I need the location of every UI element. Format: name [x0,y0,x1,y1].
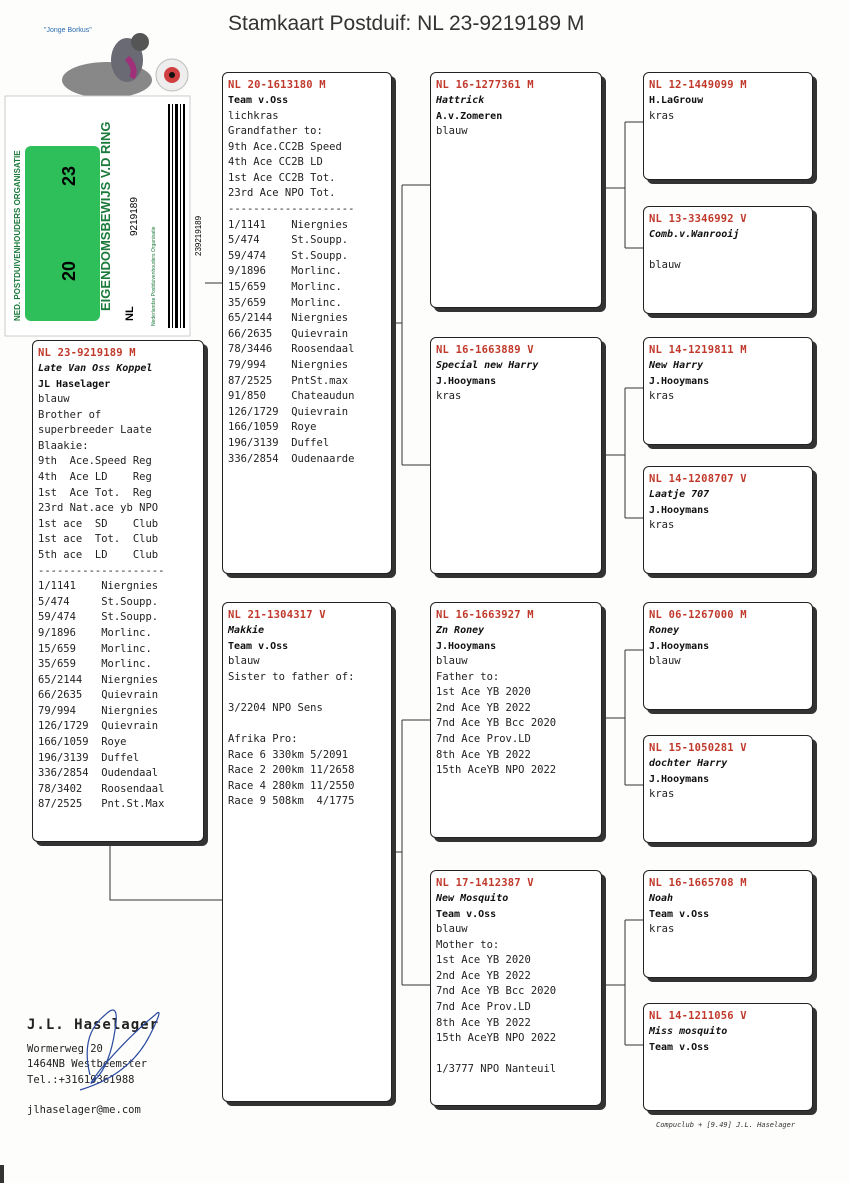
card-line: 1st Ace CC2B Tot. [228,171,336,184]
card-line: 78/3446 Roosendaal [228,343,355,356]
card-line: 79/994 Niergnies [38,704,159,717]
card-line: Race 6 330km 5/2091 [228,748,349,761]
card-header: NL 12-1449099 M [649,79,747,91]
card-ggp-2 [643,206,813,314]
card-line: 8th Ace YB 2022 [436,748,531,761]
card-line: 7nd Ace Prov.LD [436,732,531,745]
card-line: 5/474 St.Soupp. [38,595,159,608]
owner-address1: Wormerweg 20 [27,1042,103,1055]
card-breeder: J.Hooymans [436,375,497,387]
card-header: NL 16-1665708 M [649,877,747,889]
card-header: NL 21-1304317 V [228,609,326,621]
card-line: 196/3139 Duffel [38,751,140,764]
scan-edge [0,1165,4,1183]
card-line: 65/2144 Niergnies [38,673,159,686]
card-line: 166/1059 Roye [38,736,127,749]
card-line: Race 4 280km 11/2550 [228,779,355,792]
card-breeder: J.Hooymans [649,375,710,387]
card-ggp-3 [643,337,813,445]
card-breeder: Team v.Oss [649,1041,710,1053]
card-breeder: A.v.Zomeren [436,110,503,122]
card-mother-sire [430,602,602,838]
card-header: NL 20-1613180 M [228,79,326,91]
certificate-label: EIGENDOMSBEWIJS V.D RING [98,121,113,311]
card-line: Father to: [436,670,500,683]
card-line [649,243,807,259]
card-line: Sister to father of: [228,670,355,683]
certificate-year-top: 23 [59,165,79,186]
card-line: Race 9 508km 4/1775 [228,795,355,808]
card-line: blauw [38,393,70,405]
card-ggp-5 [643,602,813,710]
card-breeder: Team v.Oss [436,908,497,920]
card-header: NL 16-1663927 M [436,609,534,621]
card-line: 66/2635 Quievrain [38,689,159,702]
card-line: 79/994 Niergnies [228,359,349,371]
card-header: NL 16-1663889 V [436,344,534,356]
card-breeder: H.LaGrouw [649,95,704,106]
card-line: blauw [649,259,681,272]
credit-text: Compuclub + [9.49] J.L. Haselager [656,1121,796,1129]
card-line: 7nd Ace Prov.LD [436,1000,531,1013]
card-line: 4th Ace CC2B LD [228,156,323,169]
card-father-dam [430,337,602,574]
card-line: 15th AceYB NPO 2022 [436,764,557,777]
card-line: kras [649,788,675,800]
card-ggp-6 [643,735,813,843]
card-line: 2nd Ace YB 2022 [436,701,531,714]
owner-phone: Tel.:+31619361988 [27,1073,135,1086]
card-line: -------------------- [228,203,355,216]
card-line: 3/2204 NPO Sens [228,701,323,714]
card-line: 87/2525 PntSt.max [228,374,349,387]
card-name: Comb.v.Wanrooij [649,229,740,240]
card-name: Late Van Oss Koppel [38,363,153,374]
card-line: 9/1896 Morlinc. [228,265,342,278]
card-line: 7nd Ace YB Bcc 2020 [436,985,557,998]
card-breeder: Team v.Oss [649,908,710,920]
card-header: NL 14-1211056 V [649,1010,747,1022]
card-line: 23rd Nat.ace yb NPO [38,502,159,515]
card-line: blauw [649,655,681,667]
card-name: dochter Harry [649,758,728,769]
card-name: New Harry [649,360,704,371]
card-line: 126/1729 Quievrain [228,405,349,418]
card-line: -------------------- [38,564,165,577]
card-name: Laatje 707 [649,489,710,500]
card-line: 87/2525 Pnt.St.Max [38,798,165,811]
card-line: 5/474 St.Soupp. [228,234,349,247]
card-header: NL 17-1412387 V [436,877,534,889]
card-line: 7nd Ace YB Bcc 2020 [436,717,557,730]
card-line: 126/1729 Quievrain [38,720,159,733]
certificate-year-bottom: 20 [59,260,79,281]
ring-certificate [5,96,203,336]
card-line: 9/1896 Morlinc. [38,626,152,639]
card-line: 196/3139 Duffel [228,436,330,449]
card-line: 4th Ace LD Reg [38,470,152,483]
certificate-side-text: Nederlandse Postduivenhouders Organisatie [151,226,157,326]
card-line: blauw [228,655,260,667]
card-line: 59/474 St.Soupp. [38,611,159,624]
card-ggp-4 [643,466,813,574]
owner-name: J.L. Haselager [27,1017,160,1033]
card-name: Miss mosquito [649,1026,728,1037]
owner-address2: 1464NB Westbeemster [27,1058,148,1070]
card-mother [222,602,392,1102]
card-line: Grandfather to: [228,125,323,138]
card-line: 336/2854 Oudendaal [38,767,159,780]
certificate-org: NED. POSTDUIVENHOUDERS ORGANISATIE [13,150,22,321]
card-line: 66/2635 Quievrain [228,327,349,340]
card-name: New Mosquito [436,893,509,904]
card-line [228,685,386,701]
card-mother-dam [430,870,602,1106]
certificate-country: NL [124,306,136,321]
card-ggp-7 [643,870,813,978]
card-line: 65/2144 Niergnies [228,312,349,325]
card-header: NL 23-9219189 M [38,347,136,359]
card-breeder: JL Haselager [38,378,111,390]
card-line: Brother of [38,408,102,421]
card-line: 1st Ace Tot. Reg [38,486,152,499]
card-line: 23rd Ace NPO Tot. [228,187,336,200]
card-father [222,72,392,574]
certificate-ring-number: 9219189 [129,197,140,236]
card-line: kras [649,390,675,402]
card-line: kras [649,109,675,122]
card-line: 1st Ace YB 2020 [436,686,531,699]
card-breeder: J.Hooymans [649,773,710,785]
certificate-barcode-number: 239219189 [194,215,203,256]
card-line: 15/659 Morlinc. [228,281,342,294]
card-breeder: Team v.Oss [228,640,289,652]
card-breeder: J.Hooymans [649,640,710,652]
card-ggp-1 [643,72,813,180]
page-title: Stamkaart Postduif: NL 23-9219189 M [228,12,585,35]
card-line: kras [649,923,675,935]
card-line: 91/850 Chateaudun [228,390,355,403]
card-line [228,716,386,732]
card-breeder: J.Hooymans [649,504,710,516]
card-line: 5th ace LD Club [38,548,159,561]
card-line: blauw [436,125,468,137]
card-line: lichkras [228,109,279,122]
card-line: 1st ace Tot. Club [38,533,159,546]
card-line: Race 2 200km 11/2658 [228,764,355,777]
card-father-sire [430,72,602,308]
card-name: Special new Harry [436,360,539,371]
card-header: NL 16-1277361 M [436,79,534,91]
card-header: NL 06-1267000 M [649,609,747,621]
card-line: 166/1059 Roye [228,421,317,434]
card-line: 1st Ace YB 2020 [436,954,531,967]
card-name: Roney [649,625,680,636]
card-name: Noah [649,893,674,904]
card-line: 9th Ace.CC2B Speed [228,140,342,153]
card-header: NL 14-1208707 V [649,473,747,485]
card-line: Afrika Pro: [228,732,298,745]
card-line: blauw [436,923,468,935]
card-line: 1/3777 NPO Nanteuil [436,1063,557,1076]
card-line: 9th Ace.Speed Reg [38,455,152,468]
card-line [436,1047,596,1063]
card-breeder: Team v.Oss [228,95,289,106]
card-header: NL 15-1050281 V [649,742,747,754]
card-line: 35/659 Morlinc. [228,296,342,309]
card-line: superbreeder Laate [38,424,152,437]
card-breeder: J.Hooymans [436,640,497,652]
pigeon-logo [32,20,192,102]
card-line: 78/3402 Roosendaal [38,782,165,795]
card-line: 15th AceYB NPO 2022 [436,1032,557,1045]
signature [60,995,170,1095]
card-ggp-8 [643,1003,813,1111]
card-line: blauw [436,655,468,667]
card-header: NL 13-3346992 V [649,213,747,225]
logo-text: "Jonge Borkus" [44,27,92,34]
card-line: 2nd Ace YB 2022 [436,969,531,982]
card-line: Blaakie: [38,439,89,452]
card-line: 1/1141 Niergnies [38,580,159,593]
card-line: 336/2854 Oudenaarde [228,452,355,465]
card-line: kras [649,519,675,531]
card-name: Zn Roney [436,625,485,636]
card-line: 35/659 Morlinc. [38,658,152,671]
card-name: Hattrick [436,95,485,106]
card-name: Makkie [228,625,265,636]
card-line: Mother to: [436,938,500,951]
card-line: 59/474 St.Soupp. [228,249,349,262]
card-line: 1st ace SD Club [38,517,159,530]
owner-email: jlhaselager@me.com [27,1104,141,1116]
card-subject [32,340,204,842]
card-header: NL 14-1219811 M [649,344,747,356]
card-line: kras [436,390,462,402]
card-line: 8th Ace YB 2022 [436,1016,531,1029]
card-line: 1/1141 Niergnies [228,218,349,231]
card-line: 15/659 Morlinc. [38,642,152,655]
